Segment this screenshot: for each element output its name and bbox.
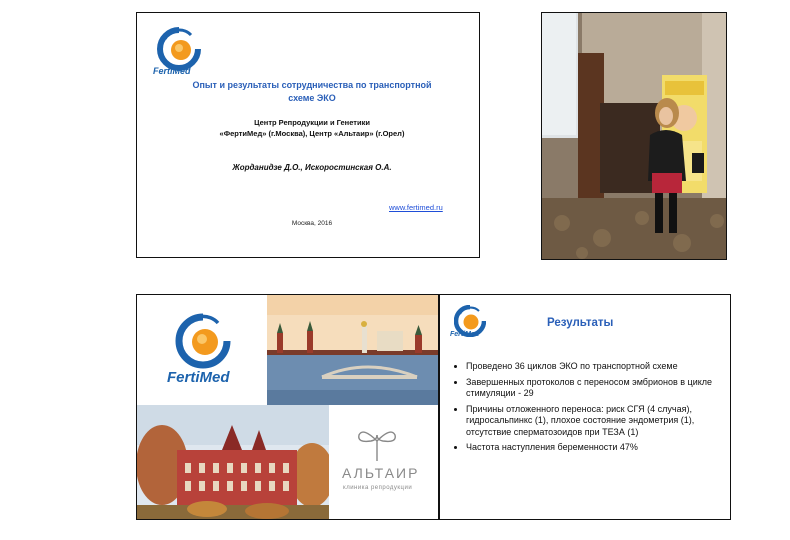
speaker-photo-image [542, 13, 727, 260]
fertimed-wordmark-large: FertiMed [167, 369, 230, 386]
results-list [452, 361, 734, 458]
list-item: • Причины отложенного переноса: риск СГЯ (4 случая), гидросальпинкс (1), плохое состояние эндометрия (1), отсутствие сперматозоидов при ТЕЗА (1) [466, 404, 734, 439]
slide-title [157, 79, 467, 105]
website-link[interactable]: www.fertimed.ru [389, 203, 443, 212]
collage-slide [136, 294, 439, 520]
altair-logo-icon [355, 423, 399, 463]
fertimed-logo-large-icon [175, 313, 231, 369]
title-slide [136, 12, 480, 258]
speaker-photo [541, 12, 727, 260]
altair-building-photo [137, 405, 329, 520]
slide-title-line2: схеме ЭКО [288, 93, 336, 103]
date-location: Москва, 2016 [291, 220, 333, 227]
slide-title-line1: Опыт и результаты сотрудничества по транспортной [192, 80, 432, 90]
fertimed-wordmark: FertiMed [153, 66, 191, 76]
altair-subtitle: клиника репродукции [343, 485, 413, 491]
results-slide [439, 294, 731, 520]
fertimed-logo-icon [157, 27, 201, 71]
organizations [157, 117, 467, 139]
authors: Жорданидзе Д.О., Искоростинская О.А. [232, 163, 392, 172]
altair-wordmark: АЛЬТАИР [342, 465, 420, 481]
kremlin-photo [267, 295, 439, 405]
fertimed-wordmark-small: FertiMed [450, 331, 480, 338]
results-title: Результаты [547, 317, 614, 329]
list-item: • Завершенных протоколов с переносом эмбрионов в цикле стимуляции - 29 [466, 377, 734, 400]
org-line2: «ФертиМед» (г.Москва), Центр «Альтаир» (г.Орел) [219, 129, 405, 138]
list-item: • Проведено 36 циклов ЭКО по транспортной схеме [466, 361, 734, 373]
org-line1: Центр Репродукции и Генетики [254, 118, 370, 127]
list-item: • Частота наступления беременности 47% [466, 442, 734, 454]
